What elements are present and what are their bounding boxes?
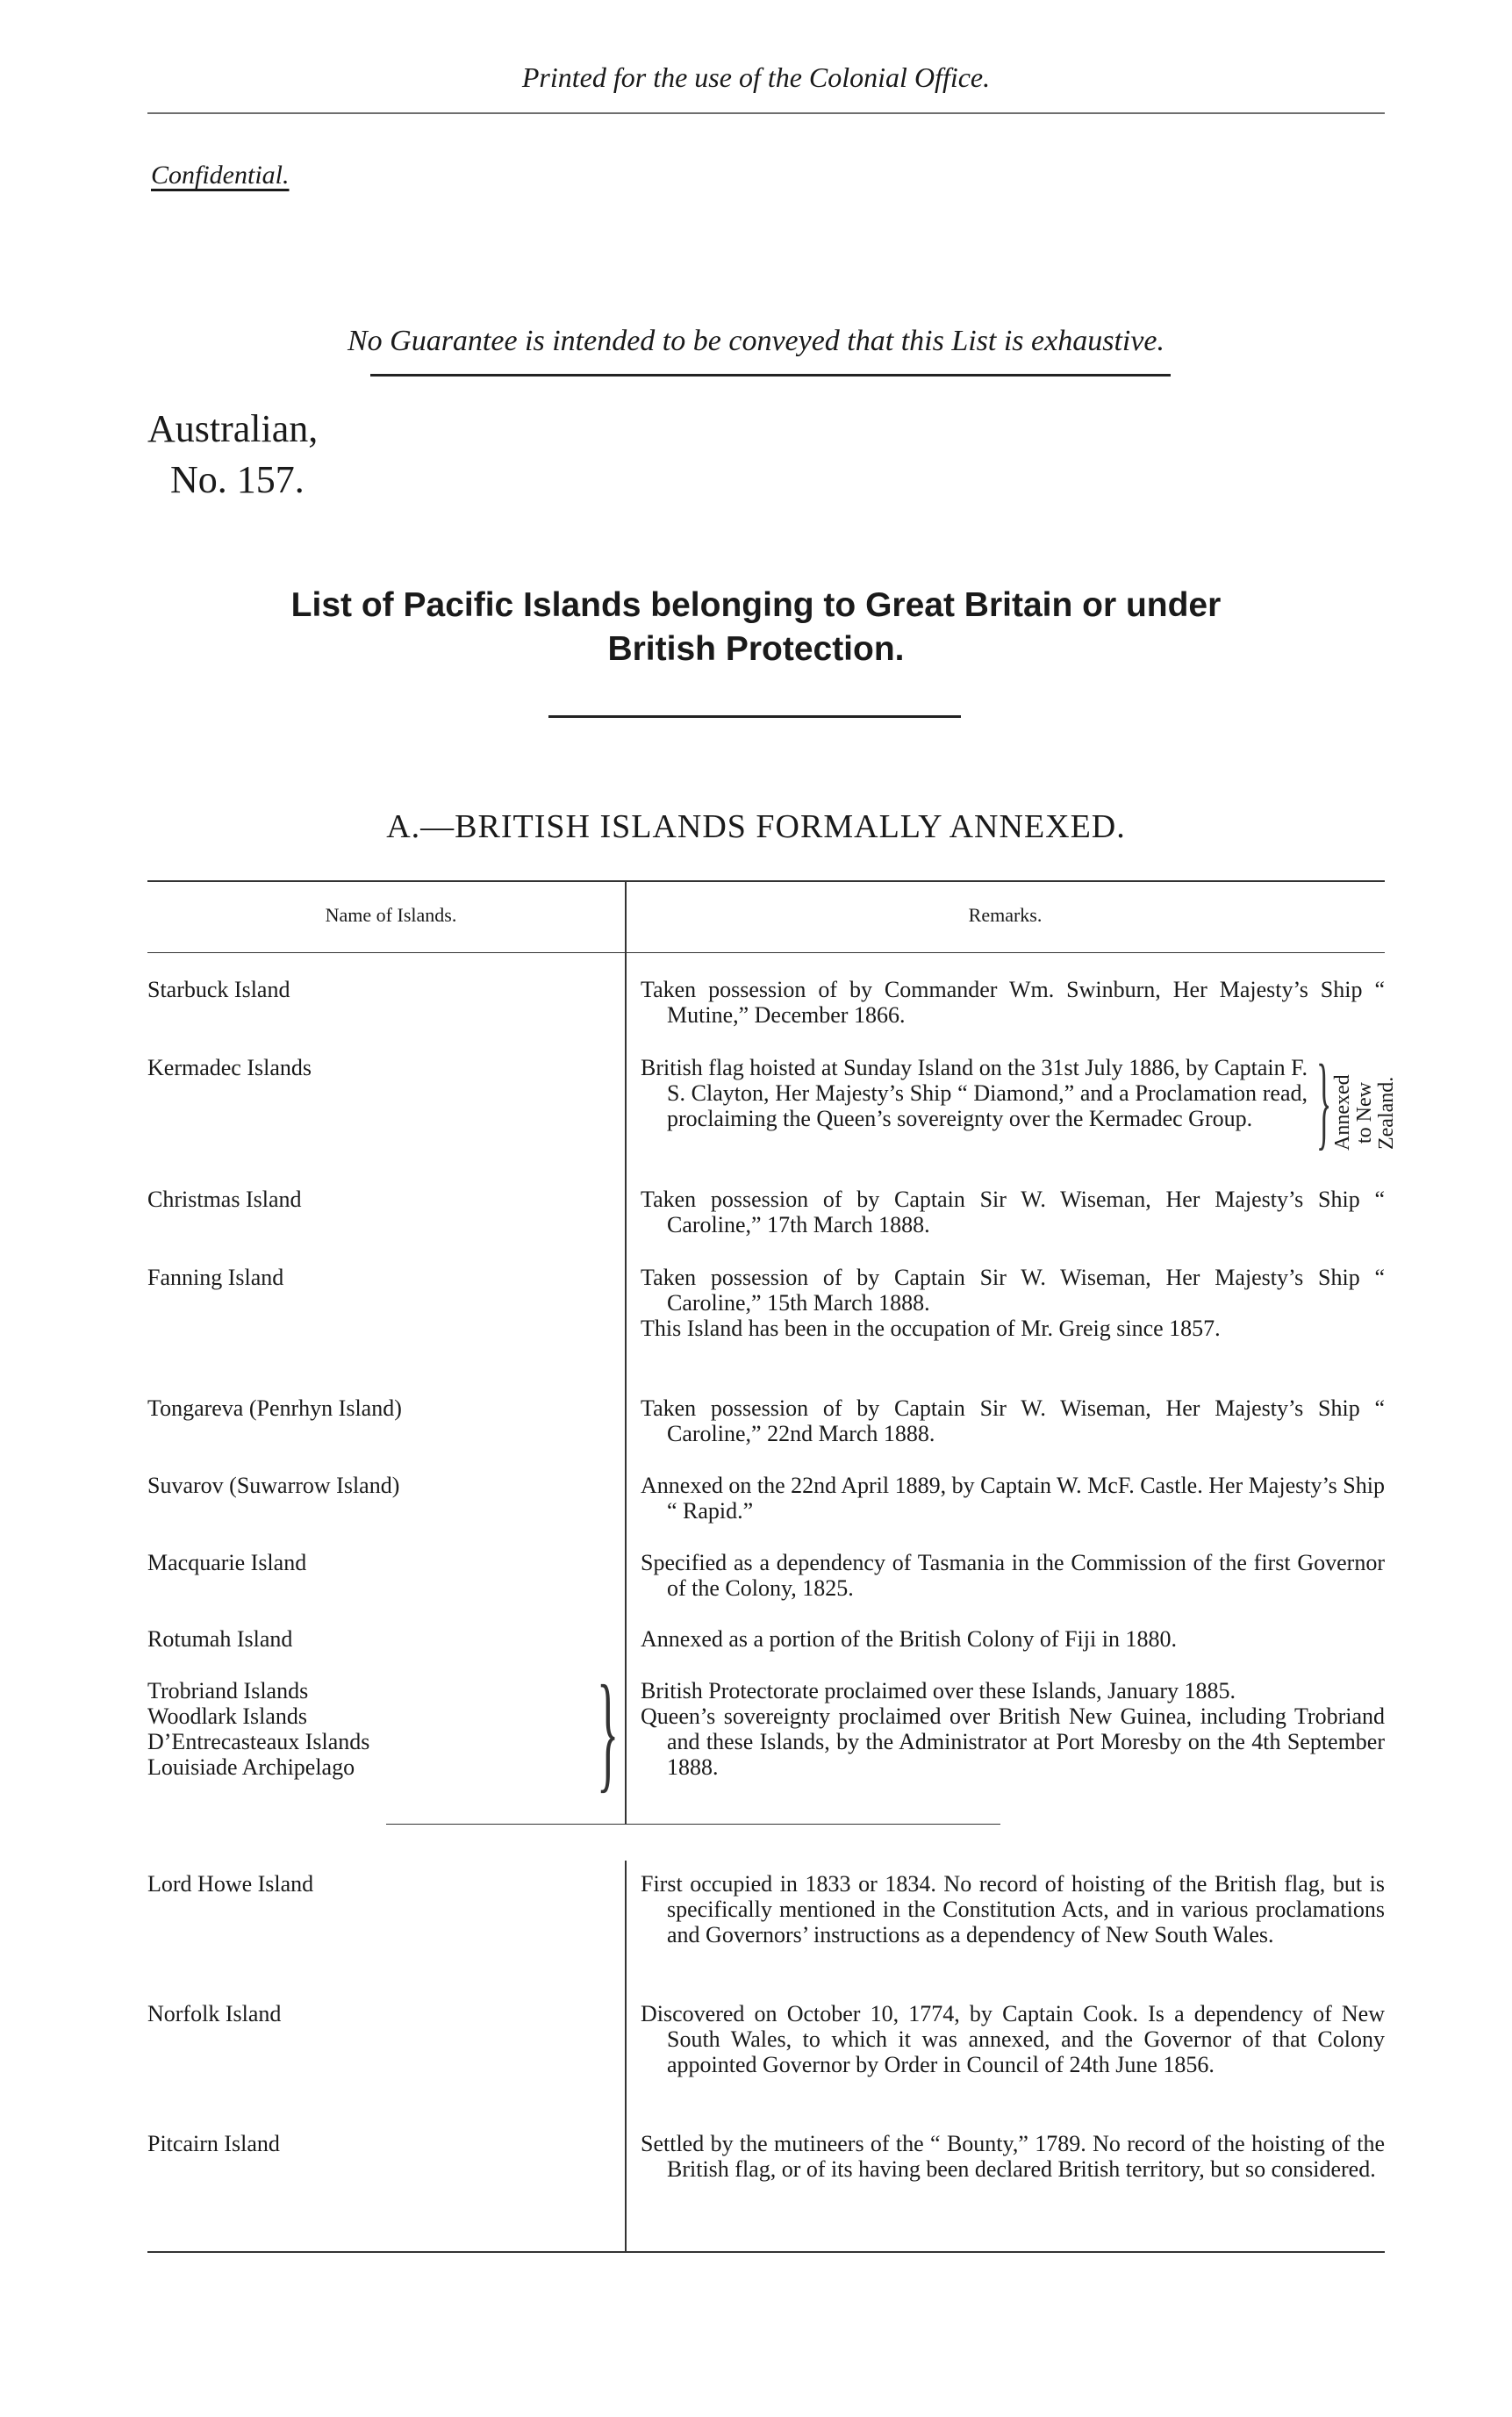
section-heading: A.—BRITISH ISLANDS FORMALLY ANNEXED. <box>386 808 1126 845</box>
document-title <box>176 584 1336 671</box>
annexed-side-text: Annexed to New Zealand. <box>1331 1074 1398 1151</box>
title-rule <box>548 715 961 718</box>
island-name: Lord Howe Island <box>147 1871 314 1897</box>
island-name: Suvarov (Suwarrow Island) <box>147 1473 400 1498</box>
island-remark: Discovered on October 10, 1774, by Captain Cook. Is a dependency of New South Wales, to which it was annexed, and the Governor of that Colony appointed Governor by Order in Council of 24th June 1856. <box>641 2001 1385 2077</box>
island-name: Fanning Island <box>147 1265 284 1290</box>
island-remark: Taken possession of by Captain Sir W. Wiseman, Her Majesty’s Ship “ Caroline,” 22nd March 1888. <box>641 1395 1385 1446</box>
island-name: D’Entrecasteaux Islands <box>147 1729 370 1754</box>
island-name: Woodlark Islands <box>147 1703 308 1729</box>
island-remark: Settled by the mutineers of the “ Bounty,” 1789. No record of the hoisting of the British flag, or of its having been declared British territory, but so considered. <box>641 2131 1385 2182</box>
island-remark: British Protectorate proclaimed over these Islands, January 1885. Queen’s sovereignty proclaimed over British New Guinea, including Trobriand and these Islands, by the Administrator at Port Moresby on the 4th September 1888. <box>641 1678 1385 1780</box>
guarantee-rule <box>370 374 1171 377</box>
island-remark: British flag hoisted at Sunday Island on the 31st July 1886, by Captain F. S. Clayton, Her Majesty’s Ship “ Diamond,” and a Proclamation read, proclaiming the Queen’s sovereignty over the Kermadec Group. <box>641 1055 1308 1131</box>
island-name: Starbuck Island <box>147 977 290 1002</box>
table-header-rule <box>147 952 1385 953</box>
column-divider <box>625 880 627 1824</box>
title-line-1: List of Pacific Islands belonging to Great Britain or under <box>290 586 1222 624</box>
guarantee-notice: No Guarantee is intended to be conveyed that this List is exhaustive. <box>347 325 1165 357</box>
column-header-remarks: Remarks. <box>968 904 1043 926</box>
column-divider-lower <box>625 1861 627 2251</box>
island-name: Pitcairn Island <box>147 2131 280 2156</box>
island-name: Christmas Island <box>147 1187 302 1212</box>
series-name: Australian, <box>147 407 319 450</box>
island-name: Rotumah Island <box>147 1626 293 1652</box>
table-top-rule <box>147 880 1385 882</box>
island-remark: Taken possession of by Captain Sir W. Wiseman, Her Majesty’s Ship “ Caroline,” 17th March 1888. <box>641 1187 1385 1237</box>
title-line-2: British Protection. <box>607 630 905 668</box>
table-bottom-rule <box>147 2251 1385 2253</box>
column-header-name: Name of Islands. <box>325 904 457 926</box>
island-name: Tongareva (Penrhyn Island) <box>147 1395 402 1421</box>
island-name: Trobriand Islands <box>147 1678 309 1703</box>
island-remark: Annexed as a portion of the British Colony of Fiji in 1880. <box>641 1626 1177 1652</box>
island-name: Norfolk Island <box>147 2001 282 2026</box>
island-name: Kermadec Islands <box>147 1055 312 1080</box>
island-name: Louisiade Archipelago <box>147 1754 355 1780</box>
island-remark: First occupied in 1833 or 1834. No record of hoisting of the British flag, but is specifically mentioned in the Constitution Acts, and in various proclamations and Governors’ instructions as a dependency of New South Wales. <box>641 1871 1385 1947</box>
island-remark: Taken possession of by Captain Sir W. Wiseman, Her Majesty’s Ship “ Caroline,” 15th March 1888. This Island has been in the occupation of Mr. Greig since 1857. <box>641 1265 1385 1341</box>
brace-icon: } <box>597 1659 620 1804</box>
brace-icon: } <box>1316 1043 1332 1159</box>
island-remark: Annexed on the 22nd April 1889, by Captain W. McF. Castle. Her Majesty’s Ship “ Rapid.” <box>641 1473 1385 1524</box>
island-name: Macquarie Island <box>147 1550 307 1575</box>
table-mid-rule <box>386 1824 1000 1825</box>
island-remark: Specified as a dependency of Tasmania in the Commission of the first Governor of the Colony, 1825. <box>641 1550 1385 1601</box>
island-remark: Taken possession of by Commander Wm. Swinburn, Her Majesty’s Ship “ Mutine,” December 1866. <box>641 977 1385 1028</box>
printed-for-line: Printed for the use of the Colonial Office. <box>521 61 991 93</box>
series-label <box>147 404 318 506</box>
header-rule <box>147 112 1385 114</box>
series-number: No. 157. <box>170 458 305 501</box>
annexed-side-note <box>1316 1043 1398 1179</box>
confidential-label: Confidential. <box>151 161 290 190</box>
island-name-group <box>147 1678 369 1780</box>
